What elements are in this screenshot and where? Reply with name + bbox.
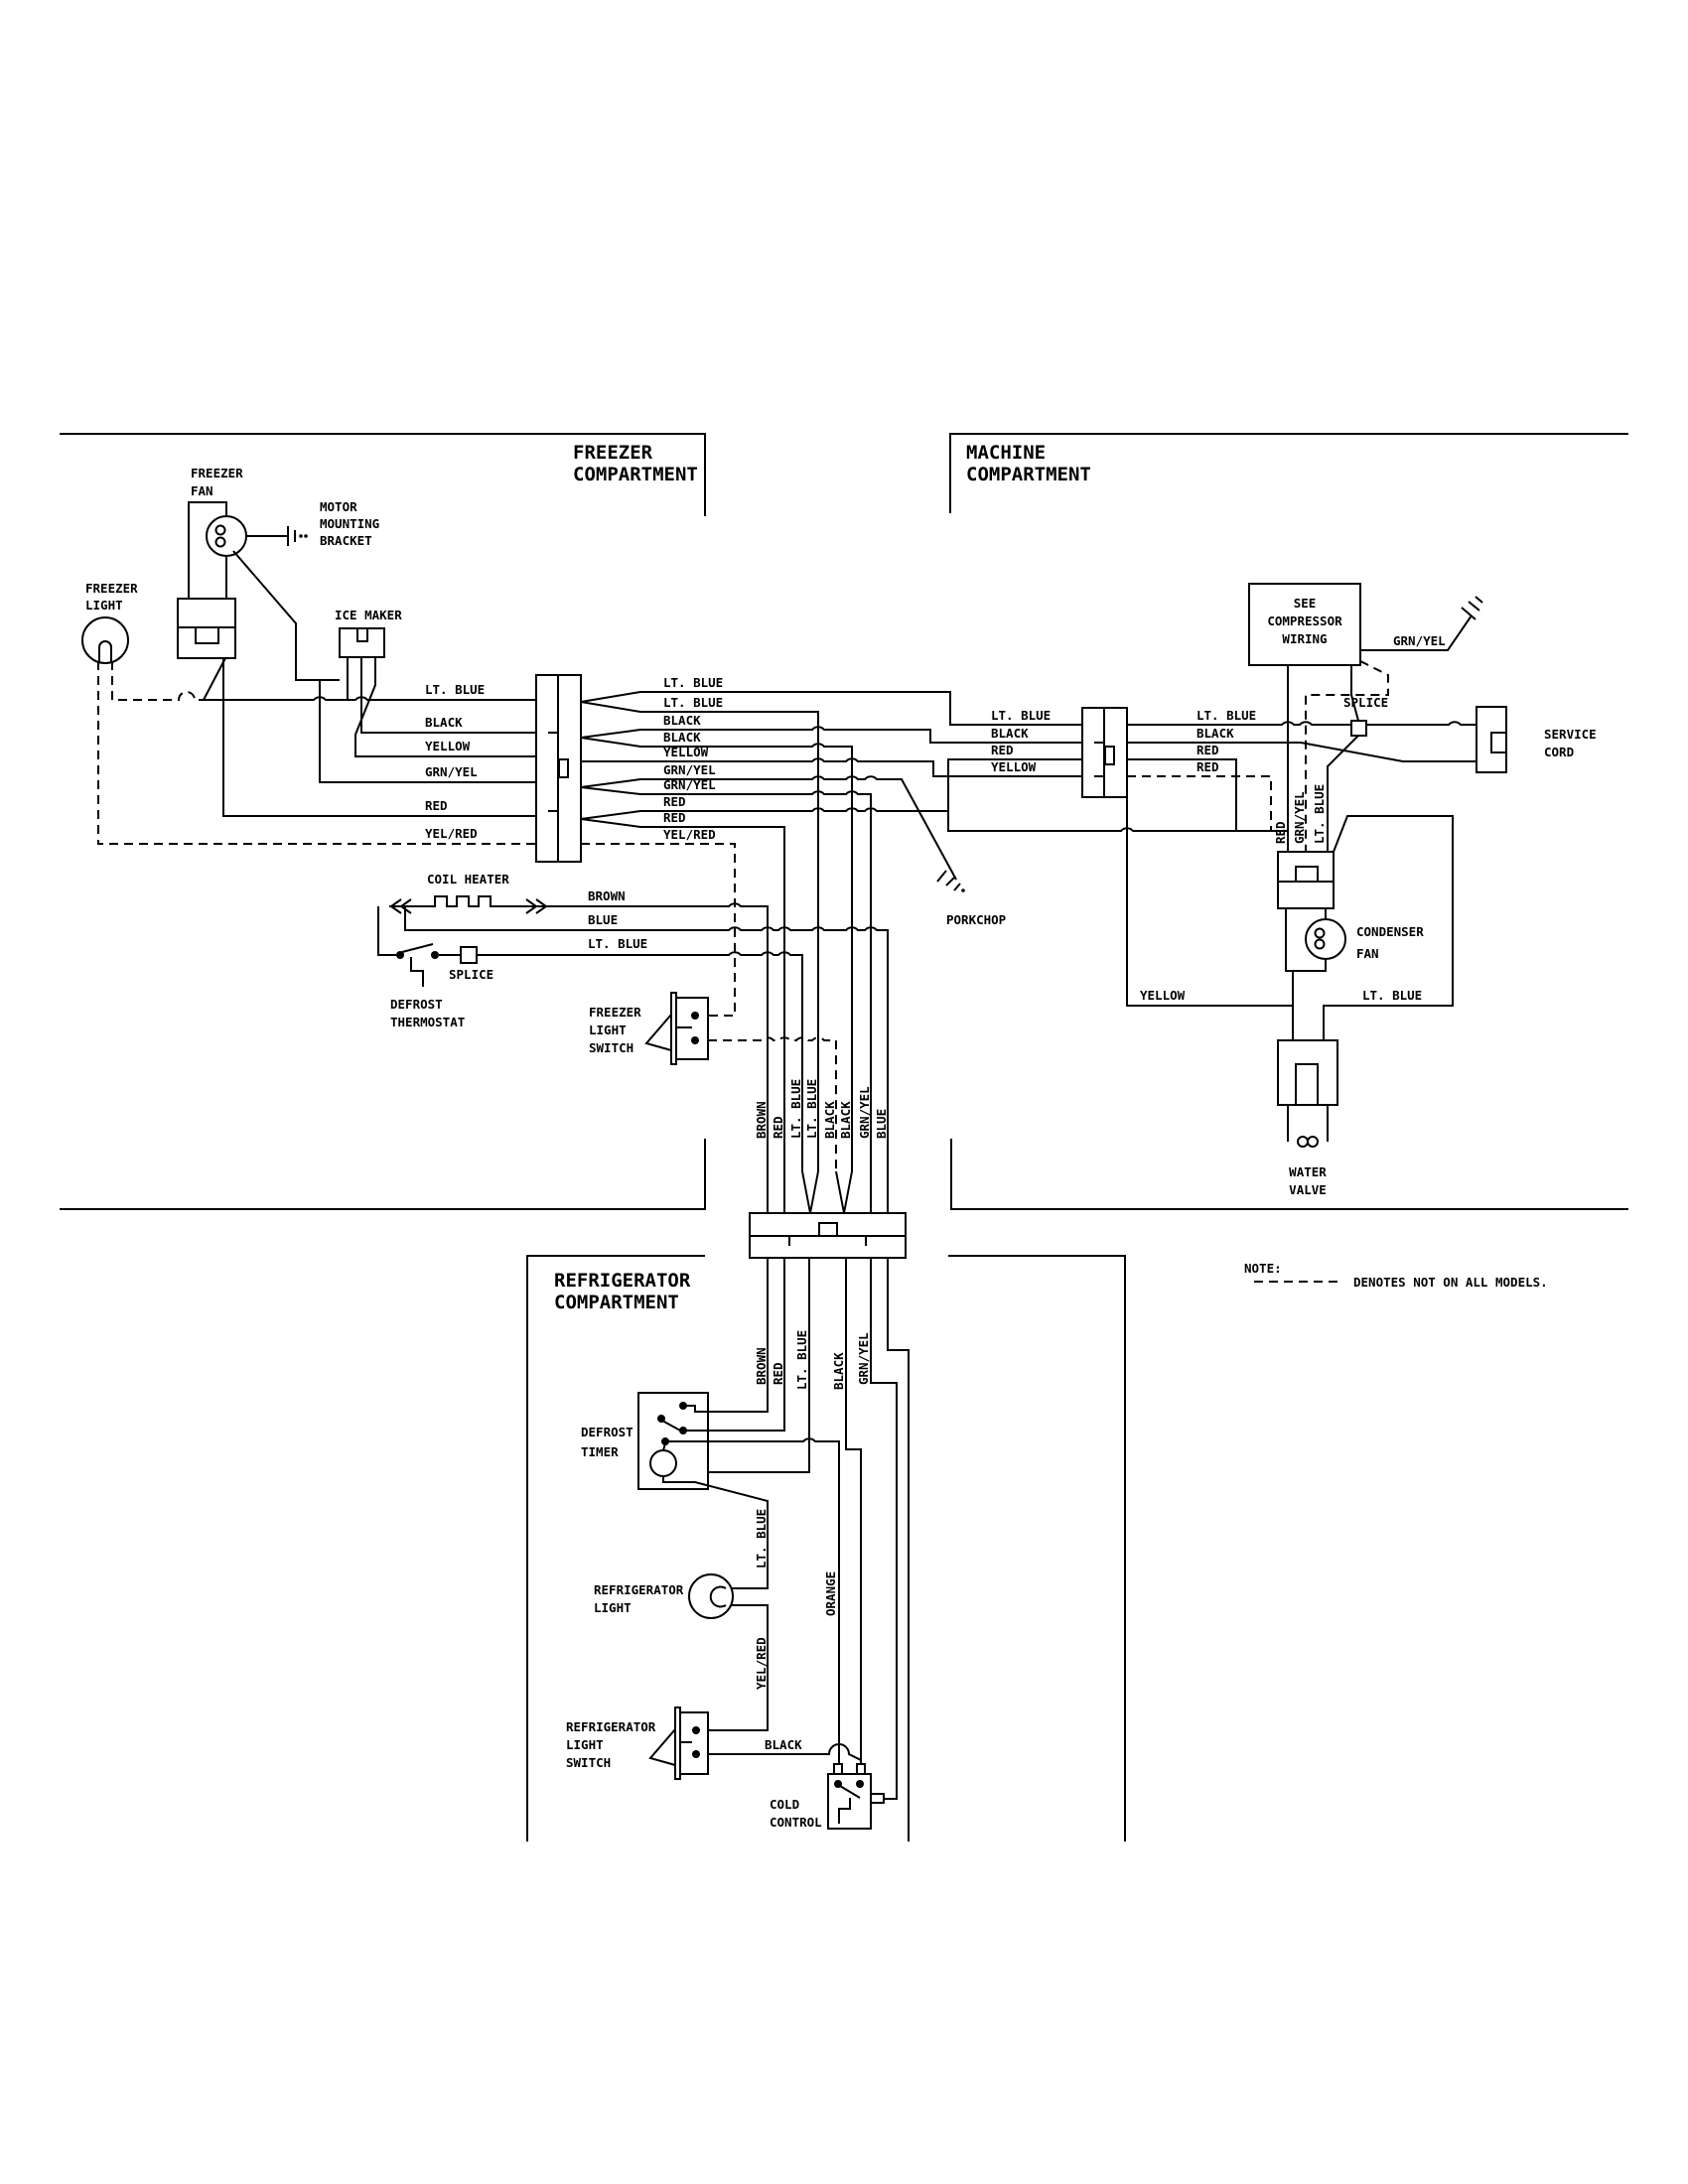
defrost-timer-label: DEFROST (581, 1425, 633, 1439)
cold-control-symbol (770, 1764, 884, 1830)
connector-half (750, 1236, 906, 1258)
refrigerator-light-switch-label-3: SWITCH (566, 1755, 612, 1770)
red-wire (708, 1258, 784, 1431)
thermostat-contact (431, 951, 439, 959)
freezer-light-switch-label-2: LIGHT (589, 1023, 627, 1037)
ground-dot (961, 888, 965, 892)
freezer-fan-label-2: FAN (191, 483, 213, 498)
wire-label: LT. BLUE (754, 1508, 769, 1569)
compressor-label-3: WIRING (1282, 631, 1328, 646)
orange-wire (667, 1438, 839, 1764)
refrigerator-connector (750, 1171, 906, 1258)
ground-icon (246, 526, 295, 546)
water-valve-leads (1288, 1105, 1328, 1142)
wire-label: BLACK (991, 726, 1029, 741)
ground-dot (299, 534, 303, 538)
wire-label: YEL/RED (425, 826, 478, 841)
fan-connector-detail (178, 627, 235, 643)
cold-control-terminal (857, 1764, 865, 1774)
motor-mounting-bracket-label-3: BRACKET (320, 533, 372, 548)
wire-label: RED (1196, 759, 1219, 774)
wire-label: BLACK (822, 1101, 837, 1139)
wire-label: BLACK (765, 1737, 802, 1752)
thermostat-capillary (411, 957, 423, 987)
freezer-light-symbol (82, 581, 138, 663)
water-valve-symbol (1278, 1040, 1337, 1197)
wire-label: BLACK (425, 715, 463, 730)
lt-blue-to-light (663, 1476, 768, 1588)
chassis-ground-icon (1462, 597, 1482, 619)
connector-half (558, 675, 581, 862)
wire-label: LT. BLUE (1312, 783, 1327, 844)
wire-label: BLUE (874, 1108, 889, 1139)
defrost-thermostat-label-2: THERMOSTAT (390, 1015, 466, 1029)
vertical-wire-labels-top (754, 1079, 889, 1139)
refrigerator-light-switch-symbol (566, 1707, 861, 1779)
defrost-timer-label-2: TIMER (581, 1444, 619, 1459)
splice-icon (1351, 721, 1366, 736)
wire-label: BLUE (588, 912, 619, 927)
wire-label: LT. BLUE (788, 1078, 803, 1139)
wire-label: LT. BLUE (1196, 708, 1257, 723)
wire-label: YELLOW (1140, 988, 1186, 1003)
harness-wires (581, 675, 1288, 1213)
wire-label: RED (991, 743, 1014, 757)
refrigerator-border-right (948, 1256, 1125, 1842)
wire-label: YEL/RED (754, 1637, 769, 1690)
refrigerator-light-switch-label-2: LIGHT (566, 1737, 604, 1752)
connector-ticks (1094, 743, 1104, 776)
service-cord-label-2: CORD (1544, 745, 1575, 759)
water-valve-body (1278, 1040, 1337, 1105)
valve-coil (1298, 1137, 1308, 1147)
wire-label: RED (425, 798, 448, 813)
wire-label: LT. BLUE (804, 1078, 819, 1139)
connector-key (1105, 747, 1114, 764)
cold-control-label: COLD (770, 1797, 800, 1812)
compressor-label: SEE (1293, 596, 1317, 611)
wire-label: BLACK (663, 713, 701, 728)
wire-label: LT. BLUE (991, 708, 1052, 723)
ice-maker-notch (357, 628, 367, 641)
switch-terminal (691, 1036, 699, 1044)
compartment-titles (554, 442, 1091, 1313)
wire-label: GRN/YEL (857, 1086, 872, 1139)
condenser-fan-symbol (1127, 797, 1453, 1040)
freezer-light-label: FREEZER (85, 581, 138, 596)
light-wire-dashed (112, 661, 204, 700)
grn-yel-wire-2 (581, 787, 871, 1213)
wire-label: BLACK (1196, 726, 1234, 741)
wire-label: YELLOW (991, 759, 1037, 774)
freezer-light-label-2: LIGHT (85, 598, 123, 613)
wire-label: BLACK (663, 730, 701, 745)
splice-icon (461, 947, 477, 963)
blue-wire (888, 1258, 909, 1842)
switch-terminal (691, 1012, 699, 1020)
switch-terminal (692, 1726, 700, 1734)
switch-actuator (650, 1729, 675, 1765)
fan-motor-icon (207, 516, 246, 556)
wire-merge (802, 1171, 852, 1213)
porkchop-label: PORKCHOP (946, 912, 1007, 927)
cold-control-terminal (834, 1764, 842, 1774)
thermostat-blade (402, 944, 433, 952)
wire-label: LT. BLUE (794, 1329, 809, 1390)
condenser-fan-motor-icon (1306, 919, 1345, 959)
wire-label: YELLOW (425, 739, 471, 753)
note-heading: NOTE: (1244, 1261, 1282, 1276)
wire-label: RED (771, 1362, 785, 1385)
refrigerator-border-left (527, 1256, 705, 1842)
freezer-light-switch-label: FREEZER (589, 1005, 641, 1020)
fan-lead (204, 658, 225, 700)
wire-label: LT. BLUE (588, 936, 648, 951)
ice-maker-body (340, 628, 384, 657)
porkchop-ground-icon (937, 871, 960, 890)
condenser-fan-label-2: FAN (1356, 946, 1379, 961)
water-valve-detail (1296, 1064, 1318, 1105)
defrost-timer-symbol (581, 1393, 839, 1764)
yellow-wire (1127, 797, 1293, 1040)
connector-half (1278, 882, 1334, 908)
freezer-compartment-title-2: COMPARTMENT (573, 464, 698, 485)
connector-key (559, 759, 568, 777)
contact (856, 1780, 864, 1788)
wire-label: YELLOW (663, 745, 709, 759)
motor-mounting-bracket-label-2: MOUNTING (320, 516, 380, 531)
refrigerator-compartment-title: REFRIGERATOR (554, 1270, 691, 1292)
note-block (1244, 1261, 1548, 1290)
wire-label: RED (1273, 821, 1288, 844)
switch-terminal (692, 1750, 700, 1758)
brown-wire-heater (389, 896, 768, 1213)
refrigerator-light-label: REFRIGERATOR (594, 1582, 684, 1597)
bracket-lead (233, 551, 340, 680)
wire-label: BROWN (754, 1347, 769, 1385)
brown-wire (708, 1258, 768, 1412)
connector-ticks (548, 733, 558, 811)
connector-half (536, 675, 558, 862)
wire-label: LT. BLUE (663, 695, 724, 710)
wire-label: GRN/YEL (663, 762, 716, 777)
connector-half (1104, 708, 1127, 797)
note-text: DENOTES NOT ON ALL MODELS. (1353, 1275, 1548, 1290)
bulkhead-connector-1 (536, 675, 581, 862)
machine-compartment-title-2: COMPARTMENT (966, 464, 1091, 485)
bulb-filament (99, 641, 111, 663)
red-wire (1127, 759, 1236, 831)
cold-control-label-2: CONTROL (770, 1815, 822, 1830)
wire-label: RED (663, 794, 686, 809)
compressor-splice-lead (1351, 665, 1358, 721)
ground-dot (304, 534, 308, 538)
wire-label: BROWN (588, 888, 626, 903)
wire-label: LT. BLUE (1362, 988, 1423, 1003)
bulkhead-connector-2 (991, 708, 1256, 797)
splice-label: SPLICE (449, 967, 494, 982)
valve-coil (1308, 1137, 1318, 1147)
connector-half (750, 1213, 906, 1236)
freezer-compartment-title: FREEZER (573, 442, 653, 464)
wire-label: BROWN (754, 1101, 769, 1139)
wire-label: LT. BLUE (663, 675, 724, 690)
connector-key (819, 1223, 837, 1236)
freezer-bottom-border (60, 1139, 705, 1209)
wire-label: GRN/YEL (425, 764, 478, 779)
wire-label: GRN/YEL (1393, 633, 1446, 648)
cold-control-blade (839, 1786, 860, 1824)
lt-blue-service-wire (1127, 722, 1477, 725)
splice-label: SPLICE (1343, 695, 1389, 710)
wire-label: BLACK (838, 1101, 853, 1139)
wire-label: RED (771, 1116, 785, 1139)
defrost-thermostat-label: DEFROST (390, 997, 443, 1012)
wire-label: GRN/YEL (663, 777, 716, 792)
connector-ticks (789, 1236, 866, 1246)
connector-half (1082, 708, 1104, 797)
wire-label: GRN/YEL (856, 1332, 871, 1385)
wire-label: ORANGE (823, 1570, 838, 1616)
grn-yel-porkchop-wire (581, 776, 956, 880)
wire-label: GRN/YEL (1292, 791, 1307, 844)
wire-label: RED (1196, 743, 1219, 757)
wire-label: YEL/RED (663, 827, 716, 842)
wire-label: LT. BLUE (425, 682, 486, 697)
cold-control-ground-tab (871, 1794, 884, 1803)
condenser-fan-label: CONDENSER (1356, 924, 1424, 939)
wire-label: RED (663, 810, 686, 825)
red-wire-dashed (1127, 776, 1271, 831)
freezer-fan-label: FREEZER (191, 466, 243, 480)
ice-maker-label: ICE MAKER (335, 608, 402, 622)
refrigerator-light-label-2: LIGHT (594, 1600, 632, 1615)
connector-key (1296, 867, 1318, 882)
motor-mounting-bracket-label: MOTOR (320, 499, 357, 514)
service-cord-detail (1491, 733, 1506, 752)
refrigerator-light-switch-label: REFRIGERATOR (566, 1719, 656, 1734)
refrigerator-compartment-title-2: COMPARTMENT (554, 1292, 679, 1313)
bulb-filament (711, 1587, 726, 1607)
service-cord-label: SERVICE (1544, 727, 1597, 742)
freezer-wiring (98, 551, 536, 844)
machine-compartment-title: MACHINE (966, 442, 1047, 464)
red-wire (223, 658, 536, 816)
wire-label: BLACK (831, 1352, 846, 1390)
timer-motor-icon (650, 1450, 676, 1476)
grn-yel-wire (871, 1258, 897, 1800)
switch-actuator (646, 1015, 671, 1050)
water-valve-label: WATER (1289, 1164, 1327, 1179)
freezer-light-switch-label-3: SWITCH (589, 1040, 634, 1055)
coil-heater-label: COIL HEATER (427, 872, 509, 887)
compressor-label-2: COMPRESSOR (1267, 614, 1342, 628)
water-valve-label-2: VALVE (1289, 1182, 1327, 1197)
ice-maker-symbol (335, 608, 402, 657)
